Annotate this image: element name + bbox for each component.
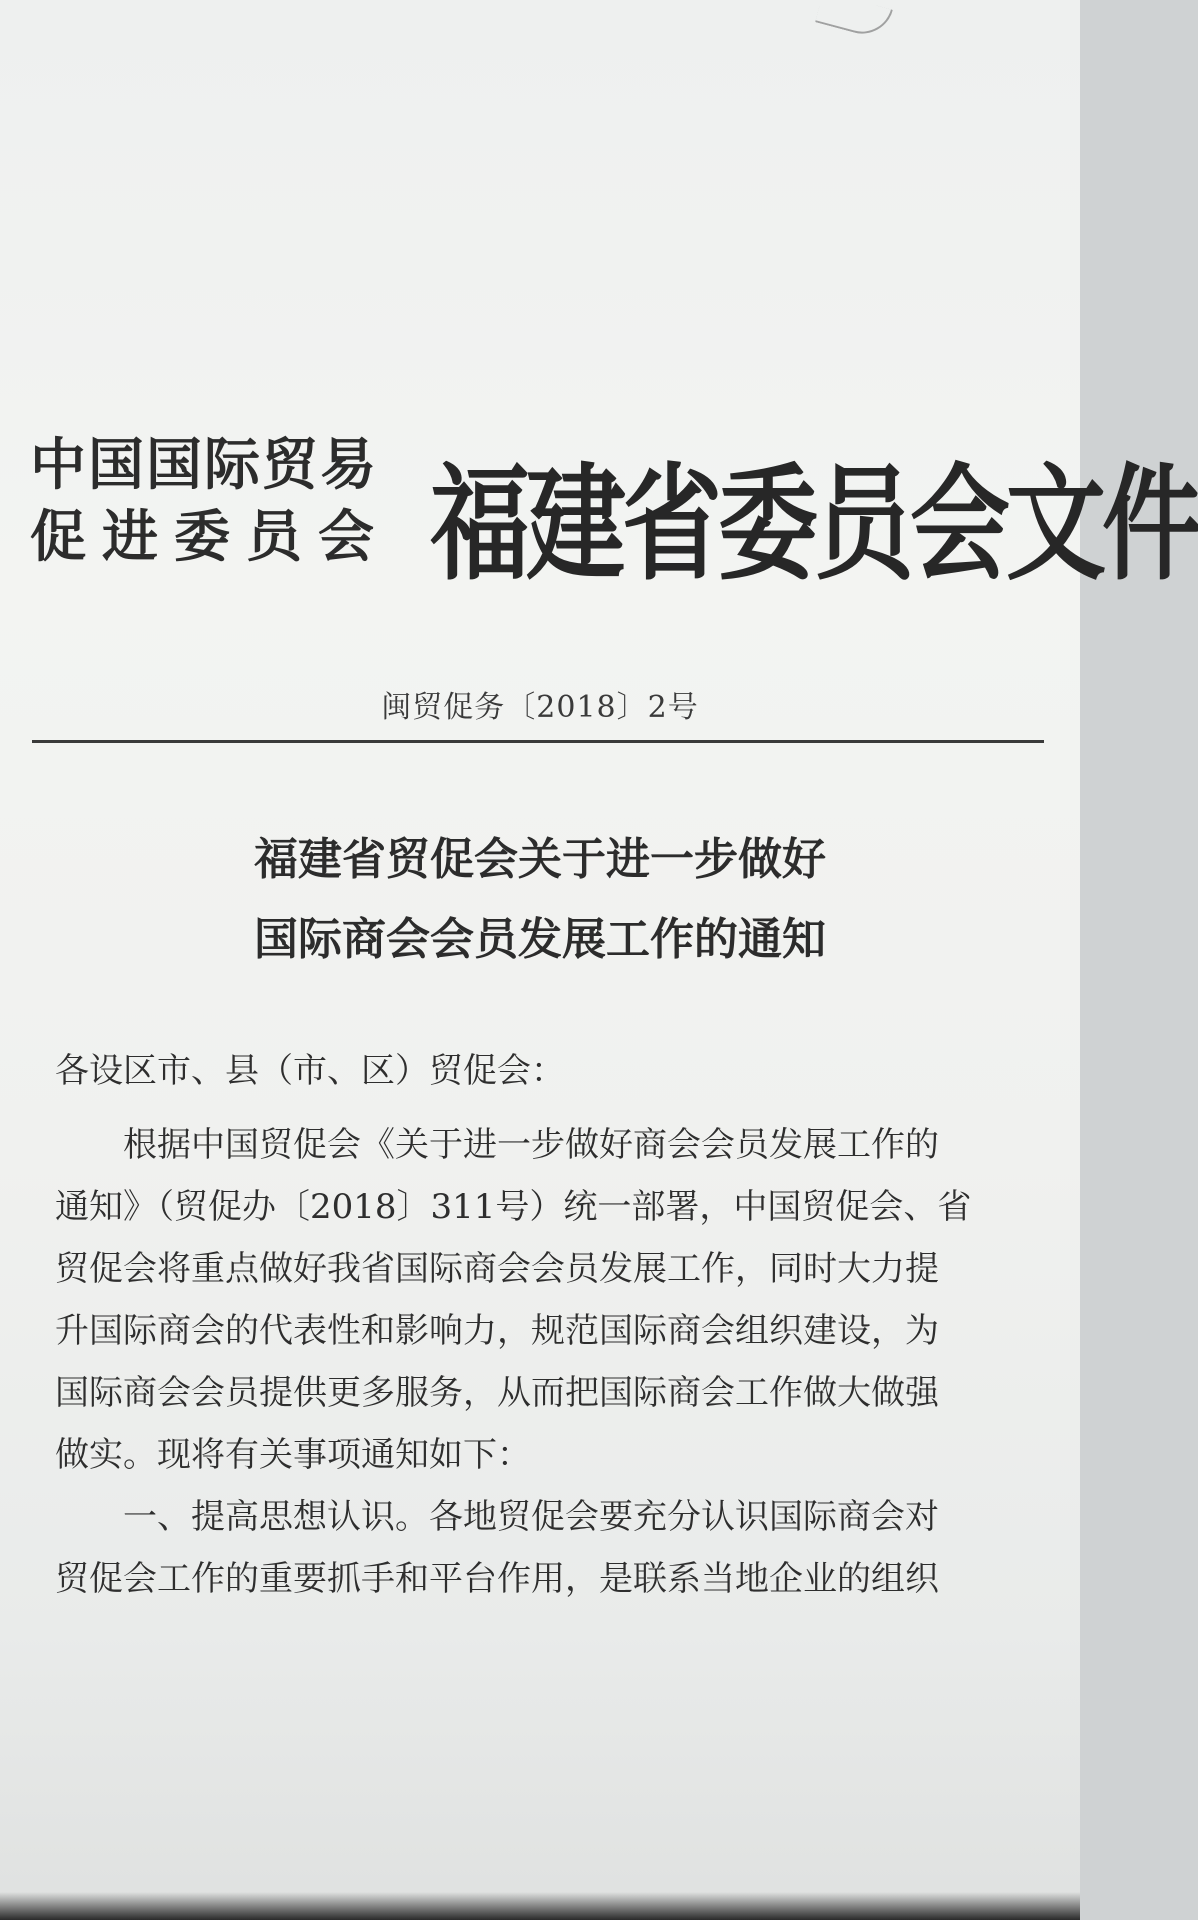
paragraph-line: 做实。现将有关事项通知如下：: [55, 1435, 531, 1475]
document-header: [30, 420, 1198, 600]
paragraph-line: 根据中国贸促会《关于进一步做好商会会员发展工作的: [123, 1125, 939, 1165]
paragraph-line: 贸促会将重点做好我省国际商会会员发展工作，同时大力提: [55, 1249, 939, 1289]
issuing-organization: [30, 430, 420, 574]
paragraph-line: 一、提高思想认识。各地贸促会要充分认识国际商会对: [123, 1497, 939, 1537]
paragraph-line: 贸促会工作的重要抓手和平台作用，是联系当地企业的组织: [55, 1559, 939, 1599]
paragraph-line: 通知》（贸促办〔2018〕311号）统一部署，中国贸促会、省: [55, 1187, 972, 1227]
salutation: 各设区市、县（市、区）贸促会：: [55, 1051, 565, 1091]
paragraph-2: [55, 1486, 1035, 1610]
ink-mark: [815, 0, 893, 41]
document-number: 闽贸促务〔2018〕2号: [381, 690, 699, 725]
org-name-line-2: 促进委员会: [30, 505, 390, 570]
paragraph-line: 国际商会会员提供更多服务，从而把国际商会工作做大做强: [55, 1373, 939, 1413]
notice-title: [0, 820, 1080, 980]
header-divider: [32, 740, 1044, 743]
org-name-line-1: 中国国际贸易: [30, 433, 378, 498]
document-heading: 福建省委员会文件: [430, 451, 1198, 598]
notice-body: [55, 1040, 1035, 1610]
notice-title-line-1: 福建省贸促会关于进一步做好: [254, 834, 826, 885]
paragraph-1: [55, 1114, 1035, 1486]
notice-title-line-2: 国际商会会员发展工作的通知: [254, 914, 826, 965]
paragraph-line: 升国际商会的代表性和影响力，规范国际商会组织建设，为: [55, 1311, 939, 1351]
table-edge-shadow: [0, 1892, 1080, 1920]
